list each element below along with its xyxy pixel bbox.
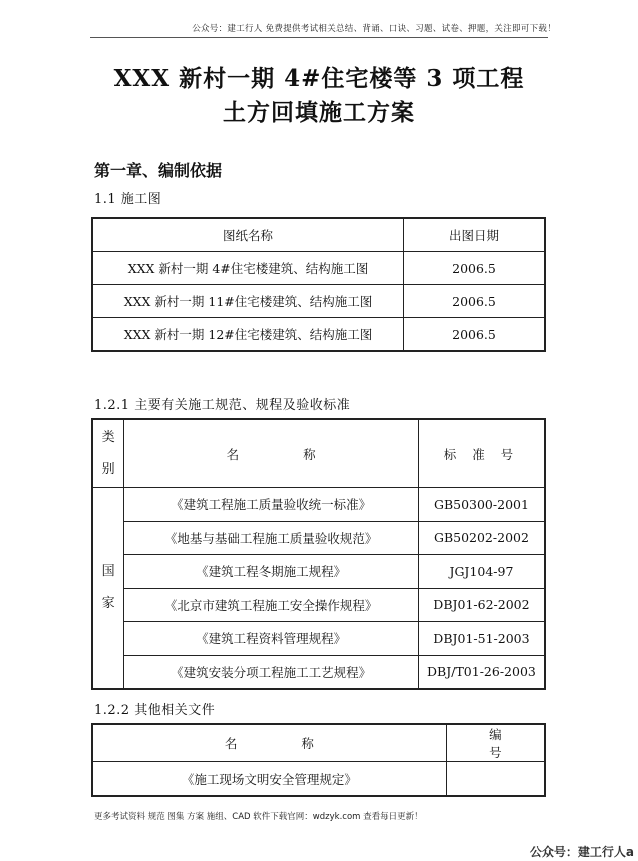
category-header-top: 类 xyxy=(101,429,115,445)
footer-note: 更多考试资料 规范 图集 方案 施组、CAD 软件下载官网：wdzyk.com 查看每日更新！ xyxy=(94,812,423,822)
drawings-table xyxy=(91,217,546,352)
standards-table xyxy=(91,418,546,690)
other-documents-table xyxy=(91,723,546,797)
standard-code-cell: DBJ01-62-2002 xyxy=(418,588,545,622)
category-top: 国 xyxy=(101,564,115,579)
column-header: 出图日期 xyxy=(404,218,546,252)
standard-code-cell: JGJ104-97 xyxy=(418,555,545,589)
standard-name-cell: 《建筑工程施工质量验收统一标准》 xyxy=(124,488,419,522)
table-row xyxy=(92,521,545,555)
document-title: XXX 新村一期 4#住宅楼等 3 项工程 xyxy=(113,65,525,92)
drawing-date-cell: 2006.5 xyxy=(404,285,546,318)
table-header-row xyxy=(92,218,545,252)
standard-code-cell: GB50300-2001 xyxy=(418,488,545,522)
section-drawings-heading: 1.1 施工图 xyxy=(94,192,162,207)
table-row xyxy=(92,655,545,689)
header-divider xyxy=(90,37,548,38)
table-row xyxy=(92,252,545,285)
table-row xyxy=(92,555,545,589)
document-subtitle: 土方回填施工方案 xyxy=(223,99,415,126)
standard-name-cell: 《建筑工程资料管理规程》 xyxy=(124,622,419,656)
document-code-cell xyxy=(446,762,545,797)
section-other-heading: 1.2.2 其他相关文件 xyxy=(94,703,216,718)
document-name-cell: 《施工现场文明安全管理规定》 xyxy=(92,762,446,797)
table-row xyxy=(92,488,545,522)
drawing-name-cell: XXX 新村一期 11#住宅楼建筑、结构施工图 xyxy=(92,285,404,318)
code-header: 标 准 号 xyxy=(418,419,545,488)
standard-code-cell: DBJ01-51-2003 xyxy=(418,622,545,656)
drawing-name-cell: XXX 新村一期 4#住宅楼建筑、结构施工图 xyxy=(92,252,404,285)
category-cell xyxy=(92,488,124,690)
column-header: 图纸名称 xyxy=(92,218,404,252)
table-header-row xyxy=(92,419,545,488)
standard-name-cell: 《北京市建筑工程施工安全操作规程》 xyxy=(124,588,419,622)
table-row xyxy=(92,285,545,318)
category-bottom: 家 xyxy=(101,596,115,611)
standard-name-cell: 《地基与基础工程施工质量验收规范》 xyxy=(124,521,419,555)
drawing-date-cell: 2006.5 xyxy=(404,318,546,352)
code-header: 编 号 xyxy=(446,724,545,762)
table-row xyxy=(92,318,545,352)
footer-brand: 公众号：建工行人a xyxy=(529,845,634,859)
category-header xyxy=(92,419,124,488)
drawing-date-cell: 2006.5 xyxy=(404,252,546,285)
table-row xyxy=(92,588,545,622)
standard-name-cell: 《建筑安装分项工程施工工艺规程》 xyxy=(124,655,419,689)
category-header-bottom: 别 xyxy=(101,461,115,477)
drawing-name-cell: XXX 新村一期 12#住宅楼建筑、结构施工图 xyxy=(92,318,404,352)
name-header: 名 称 xyxy=(124,419,419,488)
header-note: 公众号：建工行人 免费提供考试相关总结、背诵、口诀、习题、试卷、押题，关注即可下载！ xyxy=(192,24,556,34)
table-row xyxy=(92,622,545,656)
standard-code-cell: GB50202-2002 xyxy=(418,521,545,555)
standard-name-cell: 《建筑工程冬期施工规程》 xyxy=(124,555,419,589)
section-standards-heading: 1.2.1 主要有关施工规范、规程及验收标准 xyxy=(94,398,351,413)
name-header: 名 称 xyxy=(92,724,446,762)
table-row xyxy=(92,762,545,797)
table-header-row xyxy=(92,724,545,762)
standard-code-cell: DBJ/T01-26-2003 xyxy=(418,655,545,689)
chapter-heading: 第一章、编制依据 xyxy=(94,161,223,180)
